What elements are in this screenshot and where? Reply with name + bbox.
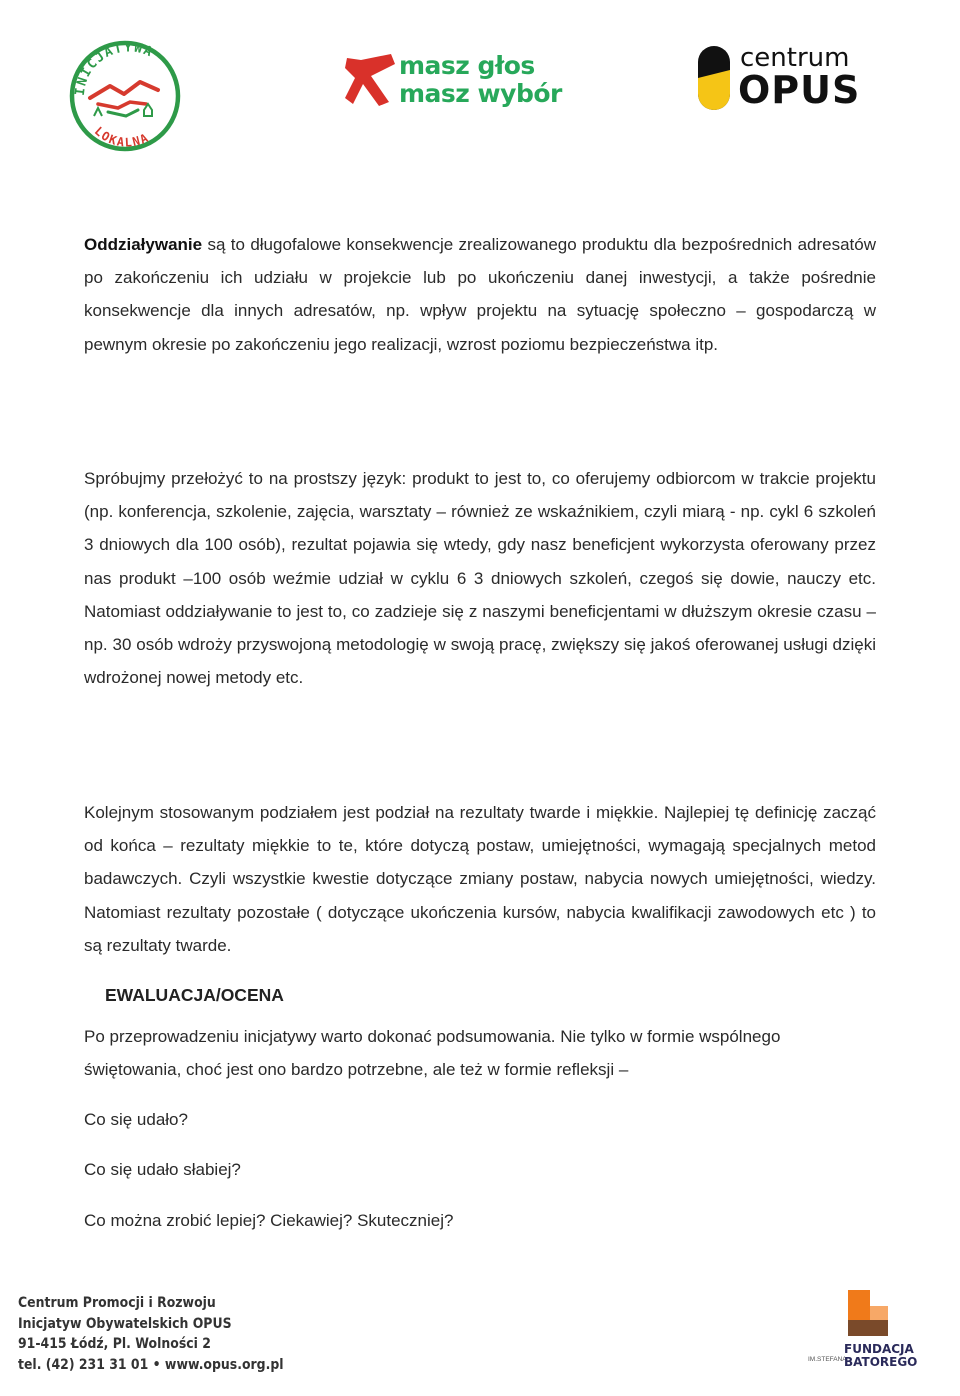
logo-bottom-text: LOKALNA	[91, 123, 152, 150]
batory-line1: FUNDACJA	[844, 1342, 914, 1356]
term-oddzialywanie: Oddziaływanie	[84, 235, 203, 254]
paragraph-oddzialywanie-text: są to długofalowe konsekwencje zrealizowanego produktu dla bezpośrednich adresatów po zakończeniu ich udziału w projekcie lub po ukończeniu danej inwestycji, a także pośrednie konsekwencje dla innych adresatów, np. wpływ projektu na sytuację społeczno – gospodarczą w pewnym okresie po zakończeniu jego realizacji, wzrost poziomu bezpieczeństwa itp.	[84, 235, 876, 354]
question-udalo: Co się udało?	[84, 1110, 188, 1129]
masz-wybor-line2: masz wybór	[399, 79, 562, 108]
fundacja-batorego-logo	[806, 1288, 918, 1374]
opus-text: OPUS	[738, 68, 861, 112]
paragraph-prostszy-jezyk: Spróbujmy przełożyć to na prostszy język: produkt to jest to, co oferujemy odbiorcom w trakcie projektu (np. konferencja, szkolenie, zajęcia, warsztaty – również ze wskaźnikiem, czyli miarą - np. cykl 6 szkoleń 3 dniowych dla 100 osób), rezultat pojawia się wtedy, gdy nasz beneficjent wykorzysta oferowany przez nas produkt –100 osób weźmie udział w cyklu 6 3 dniowych szkoleń, czegoś się dowie, nauczy etc. Natomiast oddziaływanie to jest to, co zadzieje się z naszymi beneficjentami w dłuższym okresie czasu – np. 30 osób wdroży przyswojoną metodologię w swoją pracę, zwiększy się jakoś oferowanej usługi dzięki wdrożonej nowej metody etc.	[84, 469, 876, 688]
paragraph-rezultaty: Kolejnym stosowanym podziałem jest podział na rezultaty twarde i miękkie. Najlepiej tę definicję zacząć od końca – rezultaty miękkie to te, które dotyczą postaw, umiejętności, wymagają specjalnych metod badawczych. Czyli wszystkie kwestie dotyczące zmiany postaw, nabycia nowych umiejętności, wiedzy. Natomiast rezultaty pozostałe ( dotyczące ukończenia kursów, nabycia kwalifikacji zawodowych etc ) to są rezultaty twarde.	[84, 803, 876, 955]
batory-line2: BATOREGO	[844, 1355, 918, 1369]
footer-address	[18, 1293, 284, 1375]
footer-line: 91-415 Łódź, Pl. Wolności 2	[18, 1336, 211, 1352]
footer-contact: tel. (42) 231 31 01 • www.opus.org.pl	[18, 1356, 284, 1373]
inicjatywa-lokalna-logo	[68, 24, 182, 164]
masz-glos-line1: masz głos	[399, 51, 535, 80]
svg-text:LOKALNA	[92, 124, 152, 150]
centrum-text: centrum	[740, 43, 850, 73]
batory-small-text: IM.STEFANA	[808, 1356, 847, 1363]
section-heading-ewaluacja: EWALUACJA/OCENA	[105, 985, 284, 1005]
masz-glos-logo	[343, 50, 562, 112]
paragraph-podsumowanie: Po przeprowadzeniu inicjatywy warto dokonać podsumowania. Nie tylko w formie wspólnego świętowania, choć jest ono bardzo potrzebne, ale też w formie refleksji –	[84, 1027, 781, 1080]
centrum-opus-logo	[696, 43, 861, 114]
footer-line: Centrum Promocji i Rozwoju	[18, 1295, 216, 1311]
question-udalo-slabiej: Co się udało słabiej?	[84, 1160, 241, 1179]
footer-line: Inicjatyw Obywatelskich OPUS	[18, 1315, 232, 1332]
paragraph-oddzialywanie	[84, 228, 876, 361]
logo-top-text: INICJATYWA	[72, 40, 156, 97]
question-lepiej: Co można zrobić lepiej? Ciekawiej? Skuteczniej?	[84, 1211, 454, 1230]
